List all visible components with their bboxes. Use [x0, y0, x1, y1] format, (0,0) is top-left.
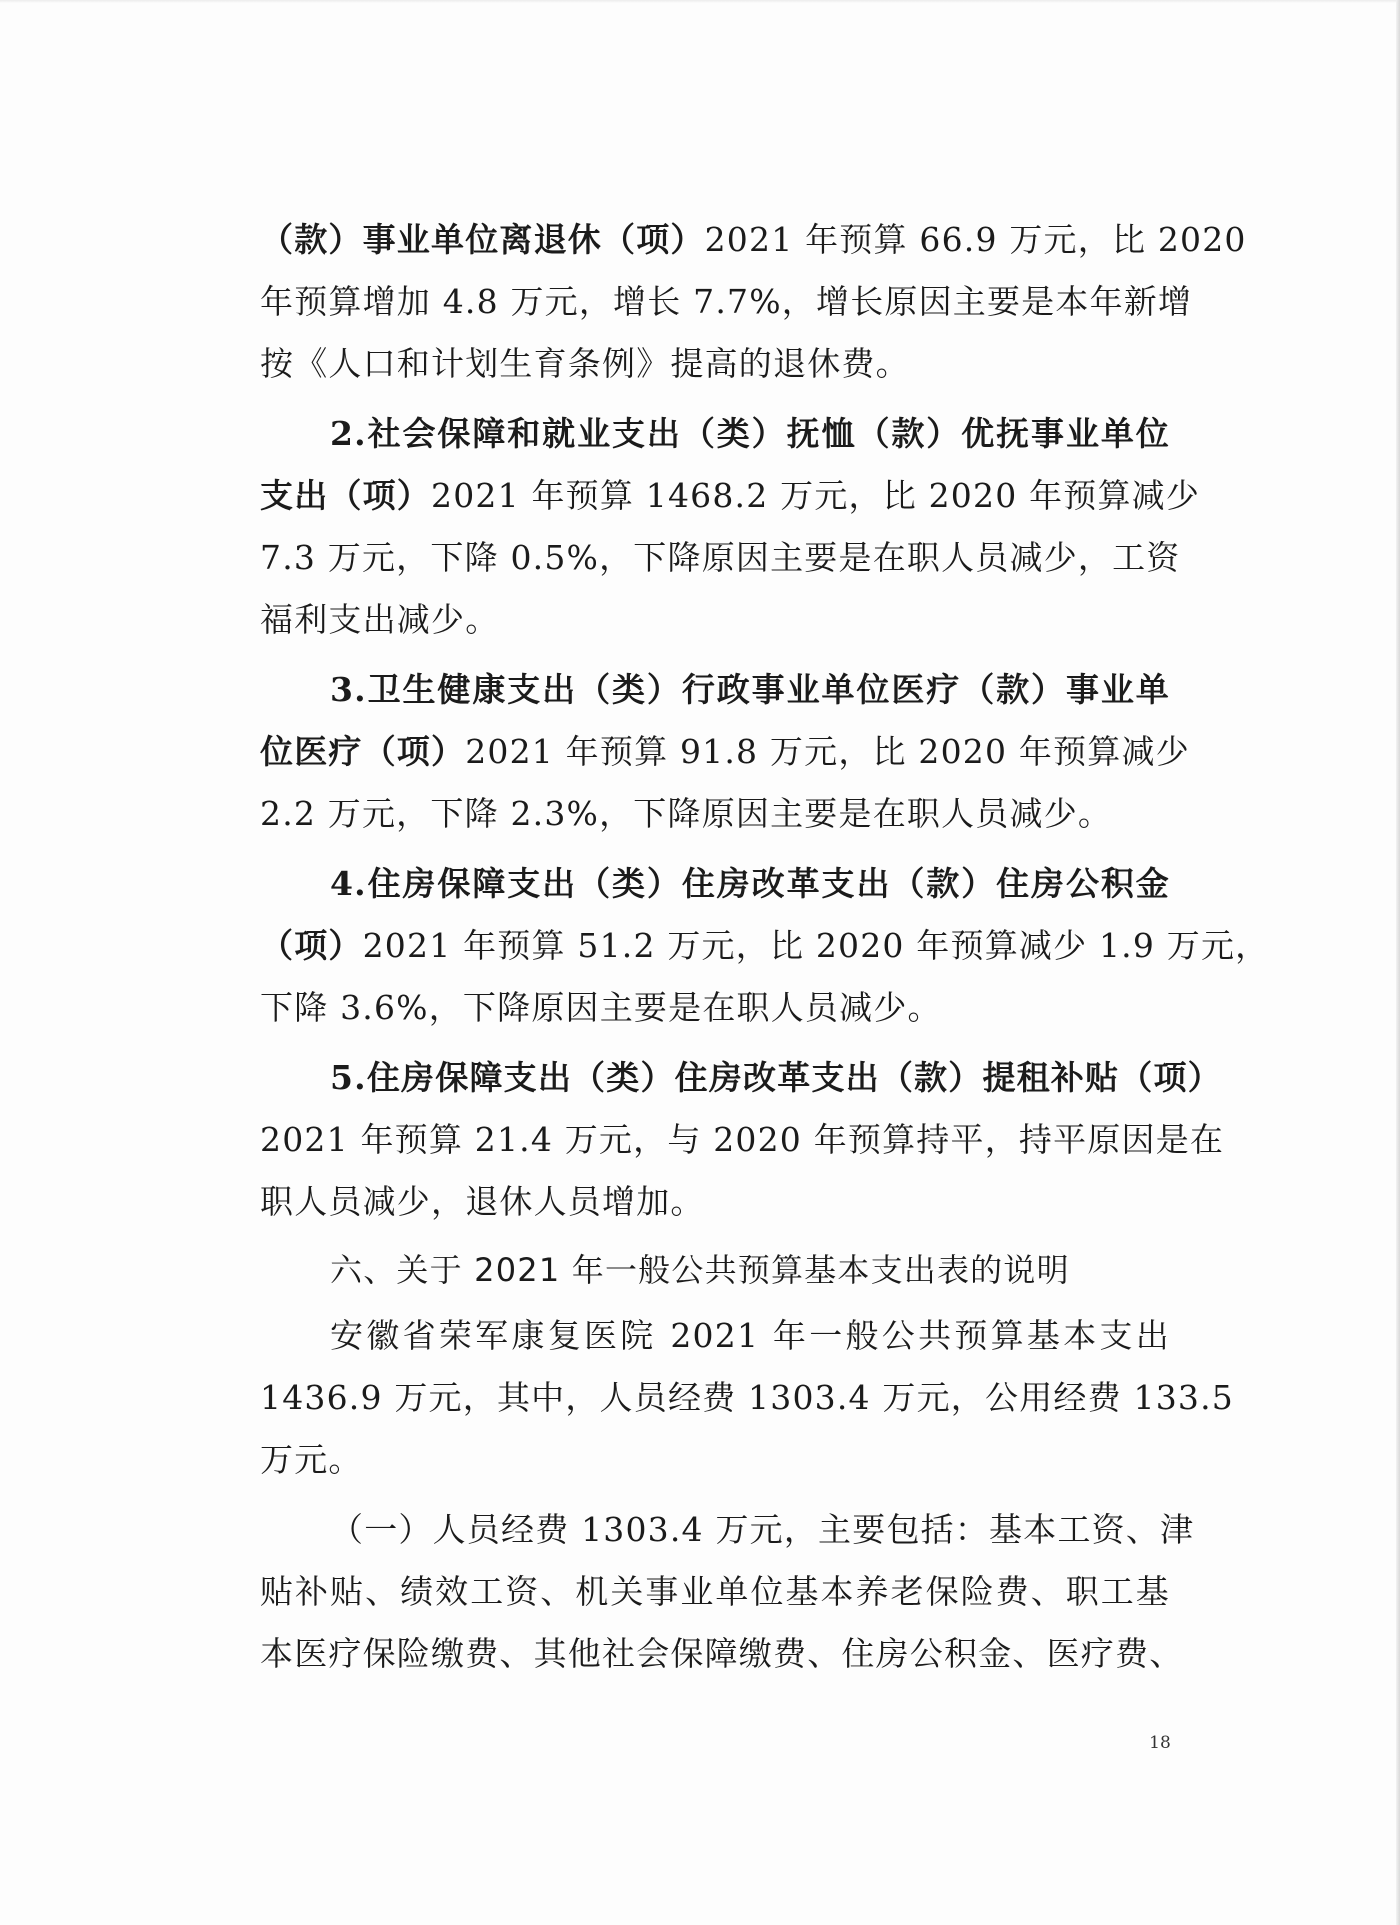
- bold-run: 5.住房保障支出（类）住房改革支出（款）提租补贴（项）: [330, 1058, 1222, 1097]
- text-run: 2021 年预算 1468.2 万元，比 2020 年预算减少: [431, 476, 1201, 515]
- text-line: [260, 1624, 1184, 1684]
- text-line: [260, 1562, 1170, 1622]
- bold-run: 2.社会保障和就业支出（类）抚恤（款）优抚事业单位: [330, 414, 1170, 453]
- text-line: [260, 528, 1181, 588]
- text-line: [260, 272, 1193, 332]
- text-line: [260, 784, 1170, 844]
- text-line: [260, 1368, 1234, 1428]
- scan-edge-right: [1396, 0, 1400, 1925]
- text-run: 2021 年预算 21.4 万元，与 2020 年预算持平，持平原因是在: [260, 1120, 1225, 1159]
- text-run: 1436.9 万元，其中，人员经费 1303.4 万元，公用经费 133.5: [260, 1378, 1234, 1417]
- text-run: 7.3 万元，下降 0.5%，下降原因主要是在职人员减少，工资: [260, 538, 1181, 577]
- text-run: 2021 年预算 66.9 万元，比 2020: [704, 220, 1247, 259]
- page-number: 18: [1149, 1733, 1171, 1753]
- bold-run: 支出（项）: [260, 476, 431, 515]
- text-line: [260, 1172, 1170, 1232]
- text-run: 本医疗保险缴费、其他社会保障缴费、住房公积金、医疗费、: [260, 1634, 1184, 1673]
- bold-run: 4.住房保障支出（类）住房改革支出（款）住房公积金: [330, 864, 1170, 903]
- text-line: [330, 660, 1170, 720]
- text-line: [330, 1500, 1195, 1560]
- text-line: [260, 334, 1170, 394]
- text-run: 万元。: [260, 1440, 363, 1479]
- text-line: [330, 1306, 1170, 1366]
- text-line: [260, 590, 1170, 650]
- bold-run: （款）事业单位离退休（项）: [260, 220, 705, 259]
- text-run: 下降 3.6%，下降原因主要是在职人员减少。: [260, 988, 942, 1027]
- text-run: 年预算增加 4.8 万元，增长 7.7%，增长原因主要是本年新增: [260, 282, 1193, 321]
- text-line: [260, 978, 1170, 1038]
- text-run: 贴补贴、绩效工资、机关事业单位基本养老保险费、职工基: [260, 1572, 1170, 1611]
- text-run: 2021 年预算 51.2 万元，比 2020 年预算减少 1.9 万元，: [362, 926, 1270, 965]
- text-run: （一）人员经费 1303.4 万元，主要包括：基本工资、津: [330, 1510, 1195, 1549]
- section-heading: [330, 1240, 1170, 1300]
- text-line: [260, 1430, 1170, 1490]
- bold-run: （项）: [260, 926, 363, 965]
- text-run: 福利支出减少。: [260, 600, 500, 639]
- text-run: 按《人口和计划生育条例》提高的退休费。: [260, 344, 910, 383]
- bold-run: 位医疗（项）: [260, 732, 466, 771]
- text-line: [330, 404, 1170, 464]
- text-line: [260, 916, 1270, 976]
- text-run: 安徽省荣军康复医院 2021 年一般公共预算基本支出: [330, 1316, 1170, 1355]
- text-line: [260, 466, 1201, 526]
- text-run: 职人员减少，退休人员增加。: [260, 1182, 705, 1221]
- bold-run: 3.卫生健康支出（类）行政事业单位医疗（款）事业单: [330, 670, 1170, 709]
- text-run: 2021 年预算 91.8 万元，比 2020 年预算减少: [465, 732, 1190, 771]
- text-line: [260, 210, 1247, 270]
- text-line: [330, 854, 1170, 914]
- text-line: [260, 722, 1190, 782]
- text-run: 2.2 万元，下降 2.3%，下降原因主要是在职人员减少。: [260, 794, 1113, 833]
- text-line: [260, 1110, 1225, 1170]
- scan-edge-top: [0, 0, 1400, 3]
- text-line: [330, 1048, 1222, 1108]
- text-run: 六、关于 2021 年一般公共预算基本支出表的说明: [330, 1251, 1070, 1289]
